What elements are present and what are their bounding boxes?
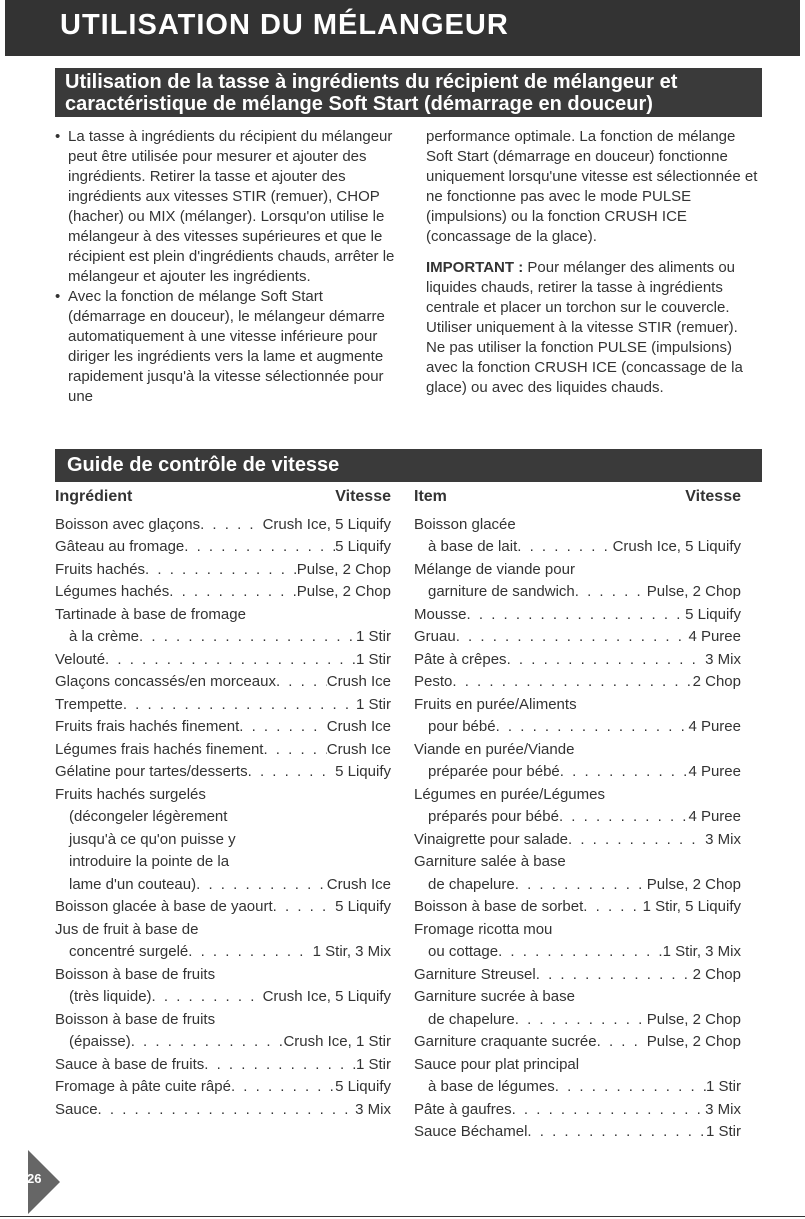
section-heading-line1: Utilisation de la tasse à ingrédients du récipient de mélangeur et [65, 71, 678, 93]
speed-table-items [414, 488, 741, 1142]
table-row [55, 1099, 391, 1120]
section-heading-cup [55, 68, 762, 117]
table-row [414, 671, 741, 692]
row-speed: 2 Chop [692, 673, 741, 690]
row-speed: Crush Ice, 5 Liquify [262, 515, 391, 533]
important-note [426, 258, 761, 398]
row-label: (épaisse) [69, 1033, 131, 1050]
page-title: UTILISATION DU MÉLANGEUR [60, 9, 509, 41]
column-header-item: Ingrédient [55, 488, 133, 505]
row-label: ou cottage [428, 943, 499, 960]
row-label: Pâte à crêpes [414, 650, 507, 668]
table-row [414, 761, 741, 782]
dot-leader [184, 536, 335, 557]
row-label: Velouté [55, 650, 106, 668]
dot-leader [248, 761, 336, 782]
dot-leader [276, 671, 327, 692]
row-label: Trempette [55, 695, 123, 713]
row-speed: 4 Puree [688, 808, 741, 825]
table-row [414, 896, 741, 917]
table-row [55, 1054, 391, 1075]
table-row-label-line: Boisson à base de fruits [55, 965, 216, 983]
text-column-left [55, 127, 395, 407]
row-label: Pesto [414, 673, 453, 690]
dot-leader [555, 1076, 706, 1097]
dot-leader [583, 896, 642, 917]
row-label: Légumes frais hachés finement [55, 740, 264, 758]
row-label: à base de lait [428, 538, 518, 555]
table-row [414, 941, 741, 962]
row-speed: Crush Ice [326, 875, 391, 893]
row-speed: 1 Stir [705, 1078, 741, 1095]
bullet-soft-start-text: Avec la fonction de mélange Soft Start (démarrage en douceur), le mélangeur démarre automatiquement à une vitesse inférieure pour diriger les ingrédients vers la lame et augmente rapidement jusqu'à la vitesse sélectionnée pour une [68, 288, 385, 405]
row-speed: 3 Mix [705, 650, 741, 668]
row-speed: 4 Puree [688, 628, 741, 645]
table-row [414, 536, 741, 557]
dot-leader [568, 829, 705, 850]
section-heading-speed-guide [55, 449, 762, 482]
row-label: Sauce à base de fruits [55, 1055, 205, 1073]
table-row-label-line: jusqu'à ce qu'on puisse y [69, 830, 236, 848]
row-speed: 5 Liquify [335, 538, 391, 555]
dot-leader [507, 649, 706, 670]
row-label: Boisson glacée à base de yaourt [55, 898, 273, 915]
table-row [414, 626, 741, 647]
row-label: garniture de sandwich [428, 583, 575, 600]
column-header-item: Item [414, 488, 447, 505]
table-row [55, 536, 391, 557]
row-label: Garniture craquante sucrée [414, 1033, 597, 1050]
row-speed: Crush Ice [326, 673, 391, 690]
table-row [55, 1076, 391, 1097]
column-header-speed: Vitesse [685, 488, 741, 505]
table-header [414, 488, 741, 512]
table-row [55, 941, 391, 962]
page-number: 26 [27, 1171, 42, 1186]
row-speed: 5 Liquify [685, 605, 741, 623]
row-speed: 3 Mix [705, 1100, 741, 1118]
row-label: Légumes hachés [55, 583, 170, 600]
dot-leader [467, 604, 686, 625]
dot-leader [575, 581, 647, 602]
table-row-label-line: Garniture salée à base [414, 853, 566, 870]
row-label: Gruau [414, 628, 456, 645]
table-row [55, 716, 391, 737]
row-label: Vinaigrette pour salade [414, 830, 568, 848]
table-row-label-line: Sauce pour plat principal [414, 1055, 580, 1073]
row-speed: Crush Ice, 5 Liquify [262, 988, 391, 1005]
row-speed: 1 Stir [355, 628, 391, 645]
row-label: de chapelure [428, 1010, 515, 1028]
row-label: Glaçons concassés/en morceaux [55, 673, 276, 690]
table-row-label-line: Tartinade à base de fromage [55, 605, 246, 623]
table-row [55, 694, 391, 715]
table-row [55, 761, 391, 782]
dot-leader [527, 1121, 706, 1142]
row-label: Gélatine pour tartes/desserts [55, 763, 248, 780]
row-label: Sauce [55, 1100, 98, 1118]
bullet-soft-start-continued: performance optimale. La fonction de mélange Soft Start (démarrage en douceur) fonctionne uniquement lorsqu'une vitesse est sélectionnée et ne fonctionne pas avec le mode PULSE (impulsions) ou la fonction CRUSH ICE (concassage de la glace). [426, 128, 758, 245]
table-row-label-line: Garniture sucrée à base [414, 988, 575, 1005]
dot-leader [196, 874, 327, 895]
dot-leader [452, 671, 692, 692]
title-banner [5, 0, 800, 56]
row-speed: Crush Ice, 1 Stir [283, 1033, 391, 1050]
row-label: à base de légumes [428, 1078, 555, 1095]
dot-leader [498, 941, 663, 962]
dot-leader [105, 649, 356, 670]
speed-table-ingredients [55, 488, 391, 1120]
table-row-label-line: Viande en purée/Viande [414, 740, 575, 758]
dot-leader [200, 514, 263, 535]
row-speed: 1 Stir [355, 1055, 391, 1073]
table-header [55, 488, 391, 512]
dot-leader [169, 581, 297, 602]
dot-leader [239, 716, 327, 737]
bullet-ingredient-cup: • La tasse à ingrédients du récipient du mélangeur peut être utilisée pour mesurer et ajouter des ingrédients. Retirer la tasse et ajouter des ingrédients aux vitesses STIR (remuer), CHOP (hacher) ou MIX (mélanger). Lorsqu'on utilise le mélangeur à des vitesses supérieures et que le récipient est plein d'ingrédients chauds, arrêter le mélangeur et ajouter les ingrédients. [55, 127, 395, 287]
table-row [55, 581, 391, 602]
row-label: Garniture Streusel [414, 965, 536, 983]
dot-leader [515, 1009, 647, 1030]
row-label: Mousse [414, 605, 467, 623]
table-row-label-line: Boisson glacée [414, 515, 516, 533]
table-row [55, 514, 391, 535]
dot-leader [515, 874, 647, 895]
important-label: IMPORTANT : [426, 259, 524, 276]
table-row [414, 716, 741, 737]
dot-leader [560, 761, 689, 782]
table-row [55, 1031, 391, 1052]
important-text: Pour mélanger des aliments ou liquides chauds, retirer la tasse à ingrédients centrale et placer un torchon sur le couvercle. Utiliser uniquement à la vitesse STIR (remuer). Ne pas utiliser la fonction PULSE (impulsions) avec la fonction CRUSH ICE (concassage de la glace) ou avec des liquides chauds. [426, 259, 743, 396]
table-row-label-line: Fruits hachés surgelés [55, 785, 206, 803]
dot-leader [517, 536, 612, 557]
row-label: à la crème [69, 628, 140, 645]
row-speed: 3 Mix [355, 1100, 391, 1118]
table-row [55, 739, 391, 760]
row-speed: Pulse, 2 Chop [296, 560, 391, 578]
table-row-label-line: Boisson à base de fruits [55, 1010, 216, 1028]
dot-leader [188, 941, 312, 962]
bullet-soft-start [55, 287, 395, 407]
table-rows [55, 514, 391, 1120]
table-row [414, 604, 741, 625]
column-header-speed: Vitesse [335, 488, 391, 505]
table-row-label-line: Mélange de viande pour [414, 560, 575, 578]
dot-leader [559, 806, 689, 827]
row-label: (très liquide) [69, 988, 152, 1005]
row-speed: 1 Stir [705, 1123, 741, 1140]
table-row [414, 1076, 741, 1097]
table-row [414, 874, 741, 895]
table-row-label-line: Jus de fruit à base de [55, 920, 199, 938]
row-speed: 1 Stir [355, 650, 391, 668]
table-row-label-line: (décongeler légèrement [69, 808, 228, 825]
row-speed: Crush Ice [326, 718, 391, 735]
table-row [55, 874, 391, 895]
dot-leader [597, 1031, 647, 1052]
dot-leader [131, 1031, 284, 1052]
table-row-label-line: introduire la pointe de la [69, 853, 230, 870]
dot-leader [152, 986, 263, 1007]
row-speed: Pulse, 2 Chop [646, 1033, 741, 1050]
row-label: Gâteau au fromage [55, 538, 185, 555]
row-speed: Pulse, 2 Chop [646, 1010, 741, 1028]
row-label: de chapelure [428, 875, 515, 893]
table-row [414, 1031, 741, 1052]
row-speed: Pulse, 2 Chop [296, 583, 391, 600]
row-speed: Crush Ice [326, 740, 391, 758]
row-speed: 5 Liquify [335, 898, 391, 915]
table-row-label-line: Fruits en purée/Aliments [414, 695, 577, 713]
dot-leader [496, 716, 689, 737]
row-label: Sauce Béchamel [414, 1123, 528, 1140]
table-rows [414, 514, 741, 1143]
row-speed: 1 Stir, 5 Liquify [642, 898, 741, 915]
row-speed: 1 Stir [355, 695, 391, 713]
table-row [55, 626, 391, 647]
row-speed: 5 Liquify [335, 763, 391, 780]
table-row [414, 806, 741, 827]
table-row [414, 1121, 741, 1142]
table-row [55, 671, 391, 692]
row-label: Pâte à gaufres [414, 1100, 512, 1118]
row-label: concentré surgelé [69, 943, 189, 960]
dot-leader [512, 1099, 706, 1120]
dot-leader [231, 1076, 335, 1097]
dot-leader [263, 739, 326, 760]
table-row [414, 964, 741, 985]
row-speed: 3 Mix [705, 830, 741, 848]
dot-leader [456, 626, 689, 647]
row-label: préparée pour bébé [428, 763, 560, 780]
table-row [414, 829, 741, 850]
row-speed: 5 Liquify [335, 1078, 391, 1095]
row-speed: Pulse, 2 Chop [646, 583, 741, 600]
dot-leader [204, 1054, 356, 1075]
row-speed: 1 Stir, 3 Mix [312, 943, 391, 960]
row-speed: 4 Puree [688, 718, 741, 735]
row-label: pour bébé [428, 718, 496, 735]
dot-leader [536, 964, 693, 985]
speed-guide-title: Guide de contrôle de vitesse [67, 454, 340, 476]
row-label: préparés pour bébé [428, 808, 559, 825]
text-column-right [426, 127, 761, 413]
table-row [414, 1099, 741, 1120]
dot-leader [145, 559, 297, 580]
table-row [55, 559, 391, 580]
dot-leader [123, 694, 356, 715]
table-row [55, 986, 391, 1007]
dot-leader [139, 626, 356, 647]
row-speed: Crush Ice, 5 Liquify [612, 538, 741, 555]
row-label: Fruits frais hachés finement [55, 718, 240, 735]
row-speed: 2 Chop [692, 965, 741, 983]
dot-leader [98, 1099, 356, 1120]
table-row-label-line: Légumes en purée/Légumes [414, 785, 605, 803]
row-label: Fruits hachés [55, 560, 146, 578]
section-heading-line2: caractéristique de mélange Soft Start (démarrage en douceur) [65, 93, 653, 115]
table-row [55, 896, 391, 917]
table-row [414, 1009, 741, 1030]
table-row-label-line: Fromage ricotta mou [414, 920, 553, 938]
row-speed: 1 Stir, 3 Mix [662, 943, 741, 960]
row-label: Boisson avec glaçons [55, 515, 201, 533]
row-label: Fromage à pâte cuite râpé [55, 1078, 231, 1095]
table-row [414, 649, 741, 670]
table-row [414, 581, 741, 602]
dot-leader [273, 896, 335, 917]
row-label: Boisson à base de sorbet [414, 898, 584, 915]
row-speed: 4 Puree [688, 763, 741, 780]
table-row [55, 649, 391, 670]
footer-rule [0, 1216, 805, 1217]
row-speed: Pulse, 2 Chop [646, 875, 741, 893]
row-label: lame d'un couteau) [69, 875, 197, 893]
